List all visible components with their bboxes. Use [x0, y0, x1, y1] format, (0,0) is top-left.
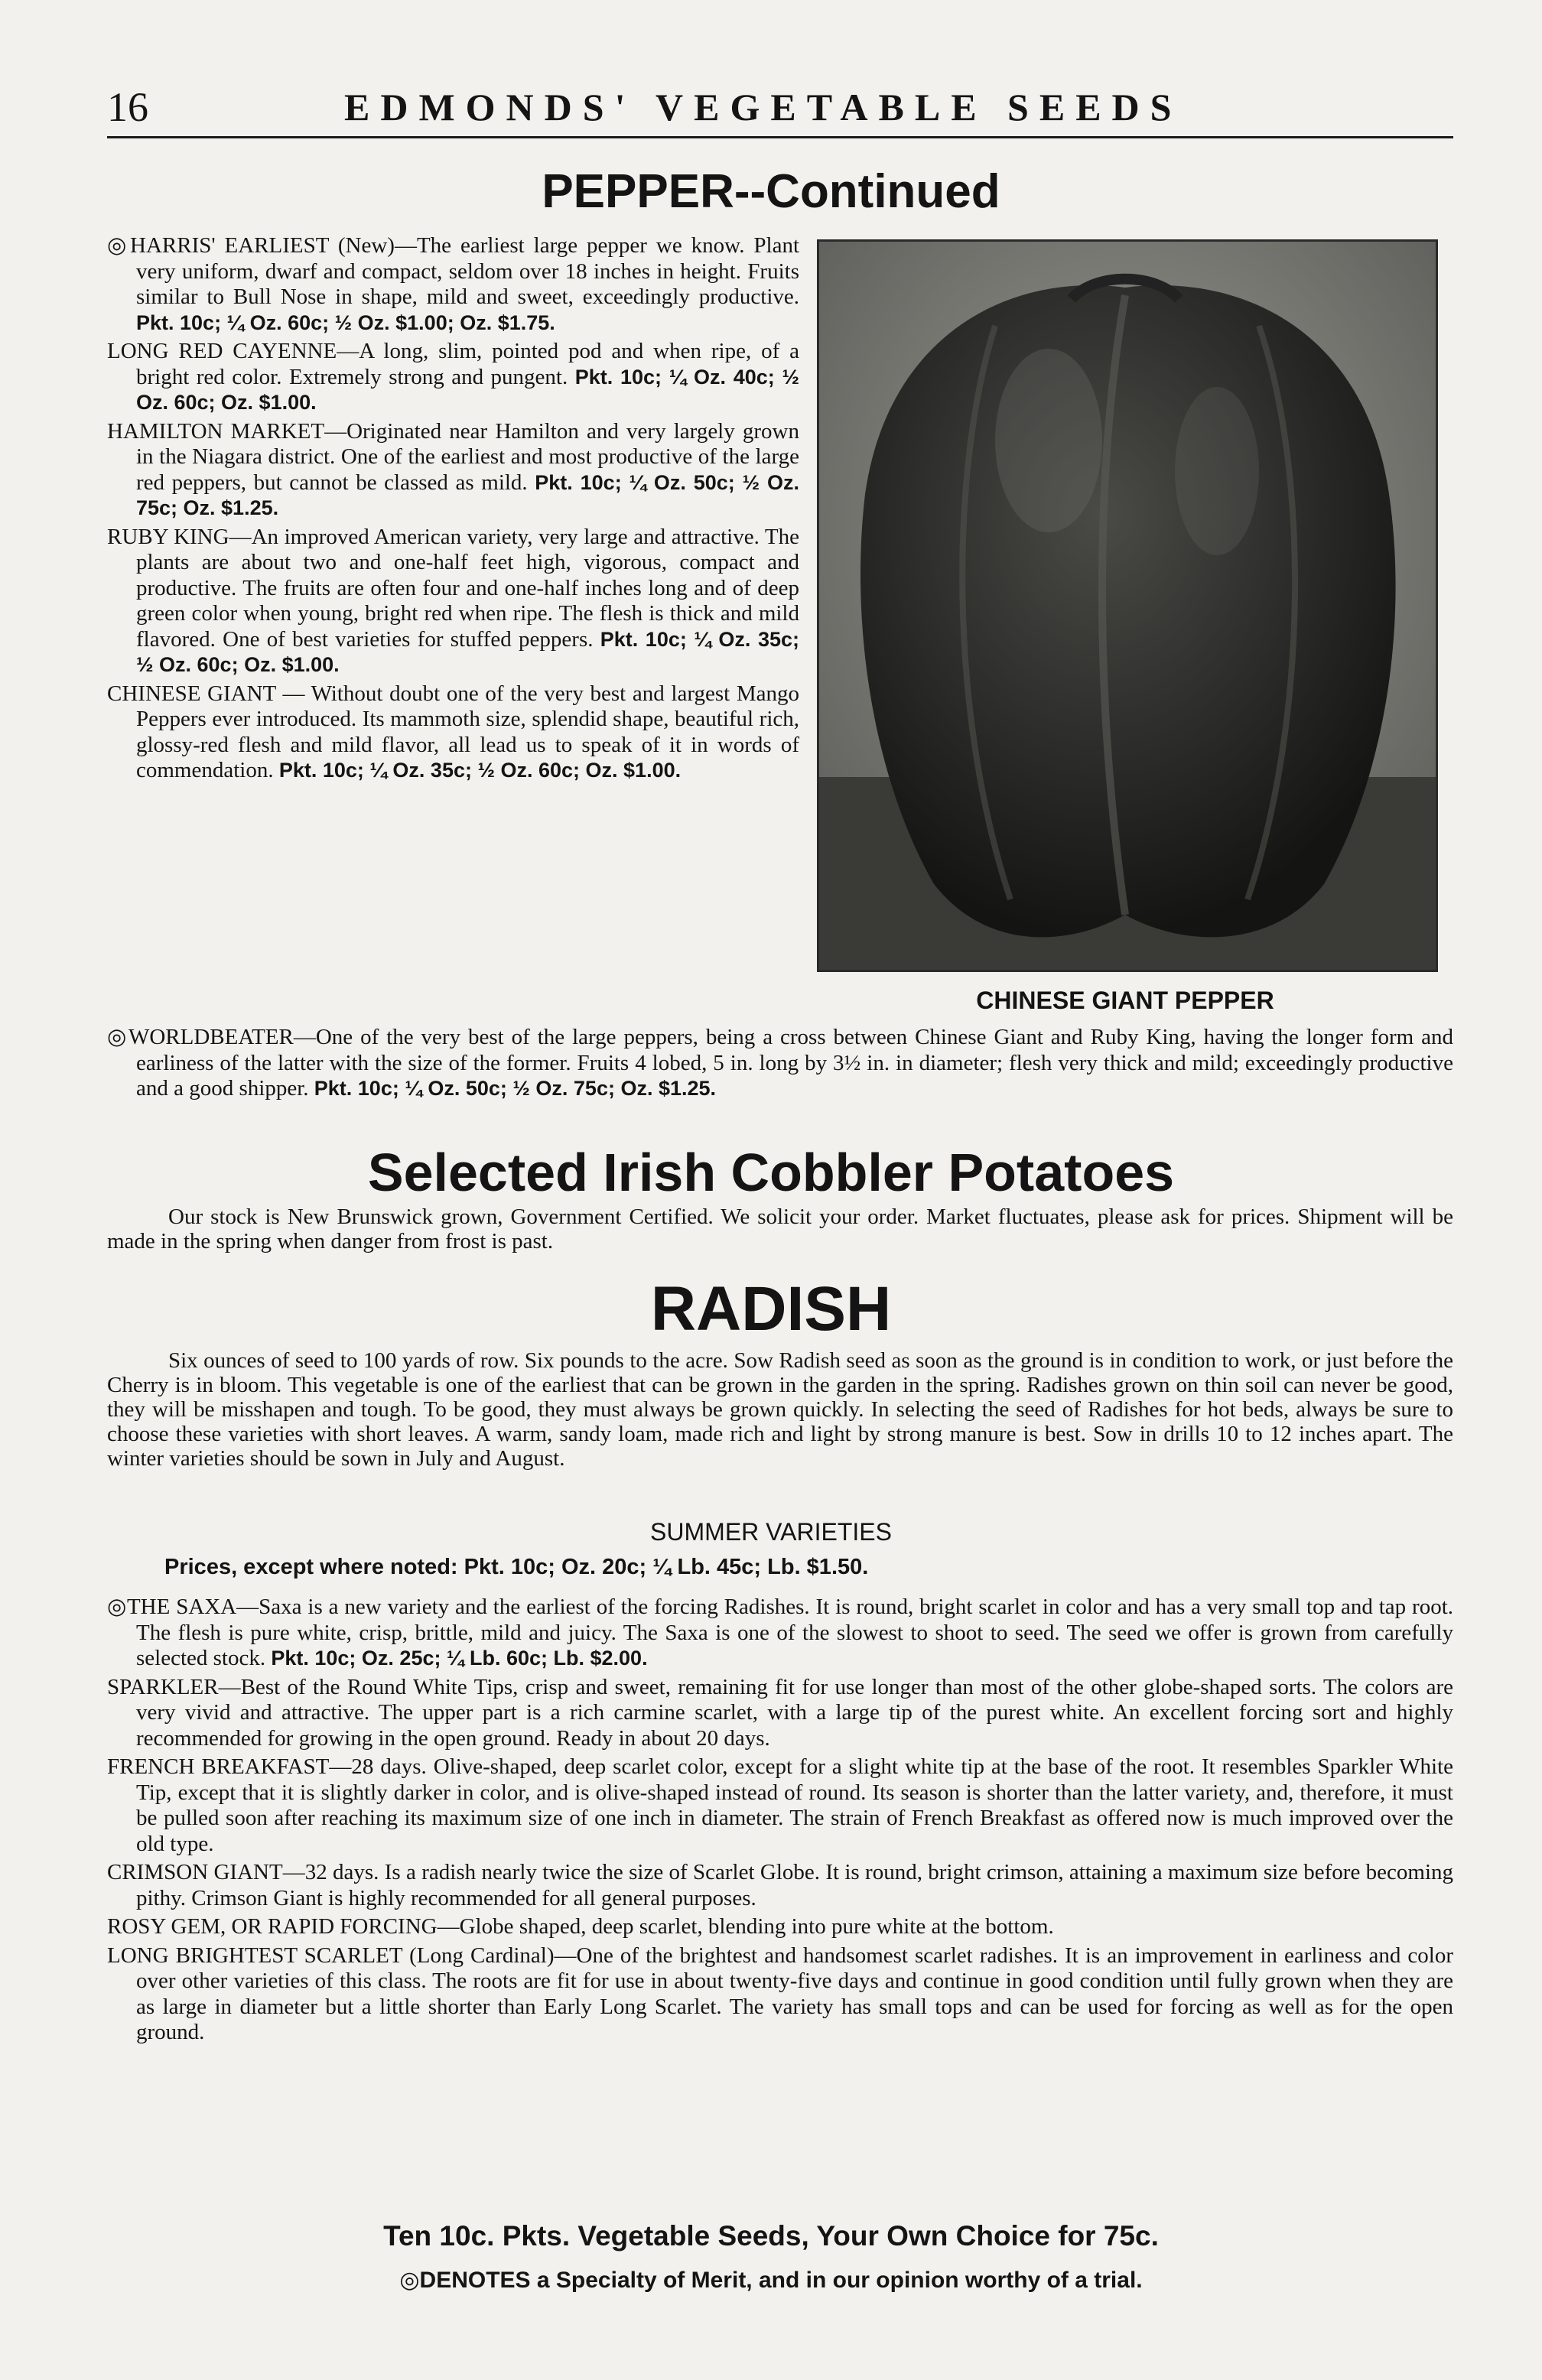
- radish-entry-saxa: ◎THE SAXA—Saxa is a new variety and the earliest of the forcing Radishes. It is round, bright scarlet in color and has a very small top and tap root. The flesh is pure white, crisp, brittle, mild and juicy. The Saxa is one of the slowest to shoot to seed. The seed we offer is grown from carefully selected stock. Pkt. 10c; Oz. 25c; ¼ Lb. 60c; Lb. $2.00.: [107, 1595, 1453, 1670]
- radish-intro: Six ounces of seed to 100 yards of row. Six pounds to the acre. Sow Radish seed as soon as the ground is in condition to work, or just before the Cherry is in bloom. This vegetable is one of the earliest that can be grown in the garden in the spring. Radishes grown on thin soil can never be good, they will be misshapen and tough. To be good, they must always be grown quickly. In selecting the seed of Radishes for hot beds, always be sure to choose these varieties with short leaves. A warm, sandy loam, made rich and light by strong manure is best. Sow in drills 10 to 12 inches apart. The winter varieties should be sown in July and August.: [107, 1348, 1453, 1471]
- radish-entry-long-brightest-scarlet: LONG BRIGHTEST SCARLET (Long Cardinal)—One of the brightest and handsomest scarlet radishes. It is an improvement in earliness and color over other varieties of this class. The roots are fit for use in about twenty-five days and continue in good condition until fully grown when they are as large in diameter but a little shorter than Early Long Scarlet. The variety has small tops and can be used for forcing as well as for the open ground.: [107, 1943, 1453, 2044]
- pepper-section-title: PEPPER--Continued: [542, 165, 1000, 218]
- page-number: 16: [107, 84, 148, 130]
- summer-prices: Prices, except where noted: Pkt. 10c; Oz. 20c; ¼ Lb. 45c; Lb. $1.50.: [164, 1555, 869, 1579]
- pepper-illustration: [819, 242, 1436, 970]
- summer-varieties-heading: SUMMER VARIETIES: [650, 1518, 892, 1546]
- radish-section-title: RADISH: [650, 1274, 892, 1344]
- pepper-entry-chinese-giant: CHINESE GIANT — Without doubt one of the very best and largest Mango Peppers ever introduced. Its mammoth size, splendid shape, beautiful rich, glossy-red flesh and mild flavor, all lead us to speak of it in words of commendation. Pkt. 10c; ¼ Oz. 35c; ½ Oz. 60c; Oz. $1.00.: [107, 681, 800, 782]
- pepper-entry-ruby-king: RUBY KING—An improved American variety, very large and attractive. The plants are about two and one-half feet high, vigorous, compact and productive. The fruits are often four and one-half inches long and of deep green color when young, bright red when ripe. The flesh is thick and mild flavored. One of best varieties for stuffed peppers. Pkt. 10c; ¼ Oz. 35c; ½ Oz. 60c; Oz. $1.00.: [107, 524, 800, 676]
- footer-specialty-note: ◎DENOTES a Specialty of Merit, and in our opinion worthy of a trial.: [399, 2268, 1143, 2293]
- pepper-entry-worldbeater: ◎WORLDBEATER—One of the very best of the large peppers, being a cross between Chinese Giant and Ruby King, having the longer form and earliness of the latter with the size of the former. Fruits 4 lobed, 5 in. long by 3½ in. in diameter; flesh very thick and mild; exceedingly productive and a good shipper. Pkt. 10c; ¼ Oz. 50c; ½ Oz. 75c; Oz. $1.25.: [107, 1025, 1453, 1101]
- photo-caption: CHINESE GIANT PEPPER: [976, 987, 1274, 1014]
- page-header: [107, 83, 1453, 138]
- footer-offer: Ten 10c. Pkts. Vegetable Seeds, Your Own Choice for 75c.: [383, 2220, 1159, 2252]
- pepper-entry-worldbeater-block: [107, 1025, 1453, 1105]
- radish-entry-sparkler: SPARKLER—Best of the Round White Tips, crisp and sweet, remaining fit for use longer than most of the other globe-shaped sorts. The colors are very vivid and attractive. The upper part is a rich carmine scarlet, with a large tip of the purest white. An excellent forcing sort and highly recommended for growing in the open ground. Ready in about 20 days.: [107, 1674, 1453, 1751]
- radish-entry-french-breakfast: FRENCH BREAKFAST—28 days. Olive-shaped, deep scarlet color, except for a slight white tip at the base of the root. It resembles Sparkler White Tip, except that it is slightly darker in color, and is olive-shaped instead of round. Its season is shorter than the latter variety, and, therefore, it must be pulled soon after reaching its maximum size of one inch in diameter. The strain of French Breakfast as offered now is much improved over the old type.: [107, 1754, 1453, 1856]
- radish-entry-crimson-giant: CRIMSON GIANT—32 days. Is a radish nearly twice the size of Scarlet Globe. It is round, bright crimson, attaining a maximum size before becoming pithy. Crimson Giant is highly recommended for all general purposes.: [107, 1860, 1453, 1910]
- pepper-entry-harris-earliest: ◎HARRIS' EARLIEST (New)—The earliest large pepper we know. Plant very uniform, dwarf and compact, seldom over 18 inches in height. Fruits similar to Bull Nose in shape, mild and sweet, exceedingly productive. Pkt. 10c; ¼ Oz. 60c; ½ Oz. $1.00; Oz. $1.75.: [107, 233, 799, 334]
- radish-entry-rosy-gem: ROSY GEM, OR RAPID FORCING—Globe shaped, deep scarlet, blending into pure white at the bottom.: [107, 1914, 1054, 1939]
- pepper-varieties-list: [107, 233, 799, 787]
- radish-varieties-list: [107, 1595, 1453, 2049]
- pepper-entry-long-red-cayenne: LONG RED CAYENNE—A long, slim, pointed pod and when ripe, of a bright red color. Extremely strong and pungent. Pkt. 10c; ¼ Oz. 40c; ½ Oz. 60c; Oz. $1.00.: [107, 339, 799, 414]
- pepper-entry-hamilton-market: HAMILTON MARKET—Originated near Hamilton and very largely grown in the Niagara district. One of the earliest and most productive of the large red peppers, but cannot be classed as mild. Pkt. 10c; ¼ Oz. 50c; ½ Oz. 75c; Oz. $1.25.: [107, 418, 800, 519]
- cobbler-section-title: Selected Irish Cobbler Potatoes: [367, 1143, 1175, 1202]
- cobbler-description: Our stock is New Brunswick grown, Government Certified. We solicit your order. Market fluctuates, please ask for prices. Shipment will be made in the spring when danger from frost is past.: [107, 1205, 1453, 1253]
- catalog-title: EDMONDS' VEGETABLE SEEDS: [344, 86, 1183, 128]
- chinese-giant-pepper-photo: [817, 239, 1438, 972]
